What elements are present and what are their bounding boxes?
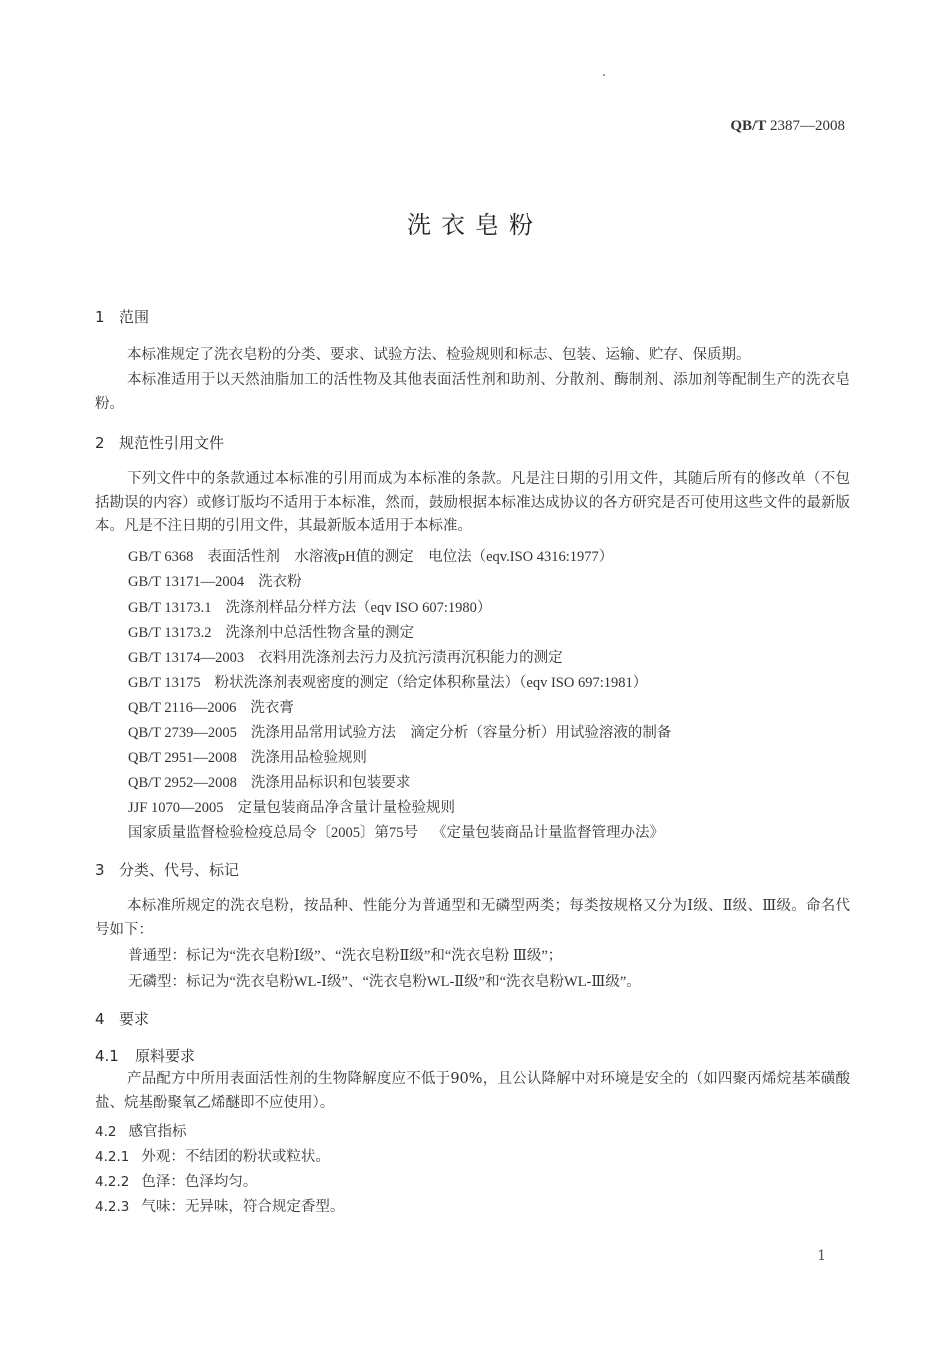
reference-item: [128, 621, 414, 642]
reference-code: JJF 1070—2005: [128, 800, 224, 816]
section-2-title: 规范性引用文件: [119, 434, 225, 452]
reference-item: [128, 821, 664, 842]
standard-code-number: 2387—2008: [770, 118, 845, 134]
reference-title: 粉状洗涤剂表观密度的测定（给定体积称量法）（eqv ISO 697:1981）: [214, 675, 648, 691]
section-4-2-1-number: 4.2.1: [95, 1149, 130, 1165]
section-4-1-number: 4.1: [95, 1047, 119, 1065]
marking-phosphate-free: 无磷型：标记为“洗衣皂粉WL-Ⅰ级”、“洗衣皂粉WL-Ⅱ级”和“洗衣皂粉WL-Ⅲ级”。: [128, 974, 641, 990]
reference-item: [128, 545, 613, 566]
reference-code: QB/T 2951—2008: [128, 750, 237, 766]
section-1-number: 1: [95, 308, 105, 326]
scan-speck: [603, 74, 605, 76]
section-3-paragraph: 本标准所规定的洗衣皂粉，按品种、性能分为普通型和无磷型两类；每类按规格又分为Ⅰ级、Ⅱ级、Ⅲ级。命名代号如下：: [95, 898, 850, 938]
reference-code: GB/T 13173.2: [128, 625, 212, 641]
section-4-1-title: 原料要求: [135, 1047, 196, 1065]
page-number: 1: [817, 1248, 826, 1264]
reference-item: [128, 796, 455, 817]
standard-code: [730, 118, 845, 135]
reference-title: 表面活性剂 水溶液pH值的测定 电位法（eqv.ISO 4316:1977）: [207, 549, 614, 565]
section-1-heading: [95, 306, 149, 327]
section-2-number: 2: [95, 434, 105, 452]
section-4-2-1-text: 外观：不结团的粉状或粒状。: [141, 1149, 330, 1165]
section-2-paragraph: 下列文件中的条款通过本标准的引用而成为本标准的条款。凡是注日期的引用文件，其随后所有的修改单（不包括勘误的内容）或修订版均不适用于本标准，然而，鼓励根据本标准达成协议的各方研究是否可使用这些文件的最新版本。凡是不注日期的引用文件，其最新版本适用于本标准。: [95, 471, 850, 534]
reference-item: [128, 771, 410, 792]
reference-item: [128, 696, 294, 717]
reference-item: [128, 646, 563, 667]
section-4-title: 要求: [119, 1010, 150, 1028]
section-3-number: 3: [95, 861, 105, 879]
reference-item: [128, 570, 302, 591]
reference-title: 洗涤用品常用试验方法 滴定分析（容量分析）用试验溶液的制备: [250, 725, 672, 741]
section-3-title: 分类、代号、标记: [119, 861, 240, 879]
section-4-2-1: [95, 1145, 330, 1166]
reference-title: 洗涤剂中总活性物含量的测定: [225, 625, 415, 641]
marking-regular: 普通型：标记为“洗衣皂粉Ⅰ级”、“洗衣皂粉Ⅱ级”和“洗衣皂粉 Ⅲ级”；: [128, 948, 563, 964]
reference-item: [128, 721, 671, 742]
section-1-paragraph-1: 本标准规定了洗衣皂粉的分类、要求、试验方法、检验规则和标志、包装、运输、贮存、保质期。: [127, 347, 751, 363]
section-4-number: 4: [95, 1010, 105, 1028]
reference-title: 洗涤用品检验规则: [250, 750, 367, 766]
reference-title: 洗涤剂样品分样方法（eqv ISO 607:1980）: [225, 600, 492, 616]
reference-item: [128, 596, 491, 617]
section-3-heading: [95, 859, 239, 880]
section-4-2-heading: [95, 1120, 186, 1141]
section-4-2-2-text: 色泽：色泽均匀。: [141, 1174, 258, 1190]
reference-code: 国家质量监督检验检疫总局令〔2005〕第75号: [128, 825, 418, 841]
standard-code-prefix: QB/T: [730, 118, 767, 134]
section-4-1-paragraph: 产品配方中所用表面活性剂的生物降解度应不低于90%，且公认降解中对环境是安全的（如四聚丙烯烷基苯磺酸盐、烷基酚聚氧乙烯醚即不应使用）。: [95, 1071, 850, 1111]
section-4-2-2-number: 4.2.2: [95, 1174, 130, 1190]
reference-title: 定量包装商品净含量计量检验规则: [237, 800, 455, 816]
section-1-title: 范围: [119, 308, 150, 326]
section-1-paragraph-2: 本标准适用于以天然油脂加工的活性物及其他表面活性剂和助剂、分散剂、酶制剂、添加剂等配制生产的洗衣皂粉。: [95, 372, 850, 412]
reference-title: 洗衣粉: [258, 574, 302, 590]
reference-code: QB/T 2952—2008: [128, 775, 237, 791]
reference-code: GB/T 6368: [128, 549, 194, 565]
reference-item: [128, 671, 647, 692]
reference-title: 洗涤用品标识和包装要求: [250, 775, 411, 791]
reference-code: GB/T 13175: [128, 675, 201, 691]
reference-code: GB/T 13174—2003: [128, 650, 245, 666]
section-4-2-2: [95, 1170, 257, 1191]
section-4-2-3: [95, 1195, 344, 1216]
reference-code: GB/T 13171—2004: [128, 574, 245, 590]
reference-title: 《定量包装商品计量监督管理办法》: [432, 825, 664, 841]
section-4-2-title: 感官指标: [128, 1124, 187, 1140]
section-4-heading: [95, 1008, 149, 1029]
document-title: 洗衣皂粉: [407, 211, 543, 239]
reference-code: GB/T 13173.1: [128, 600, 212, 616]
reference-code: QB/T 2116—2006: [128, 700, 237, 716]
section-2-heading: [95, 432, 224, 453]
section-4-2-3-text: 气味：无异味，符合规定香型。: [141, 1199, 345, 1215]
reference-title: 衣料用洗涤剂去污力及抗污渍再沉积能力的测定: [258, 650, 563, 666]
section-4-2-3-number: 4.2.3: [95, 1199, 130, 1215]
reference-item: [128, 746, 367, 767]
reference-title: 洗衣膏: [250, 700, 294, 716]
reference-code: QB/T 2739—2005: [128, 725, 237, 741]
section-4-2-number: 4.2: [95, 1124, 117, 1140]
section-4-1-heading: [95, 1045, 195, 1066]
